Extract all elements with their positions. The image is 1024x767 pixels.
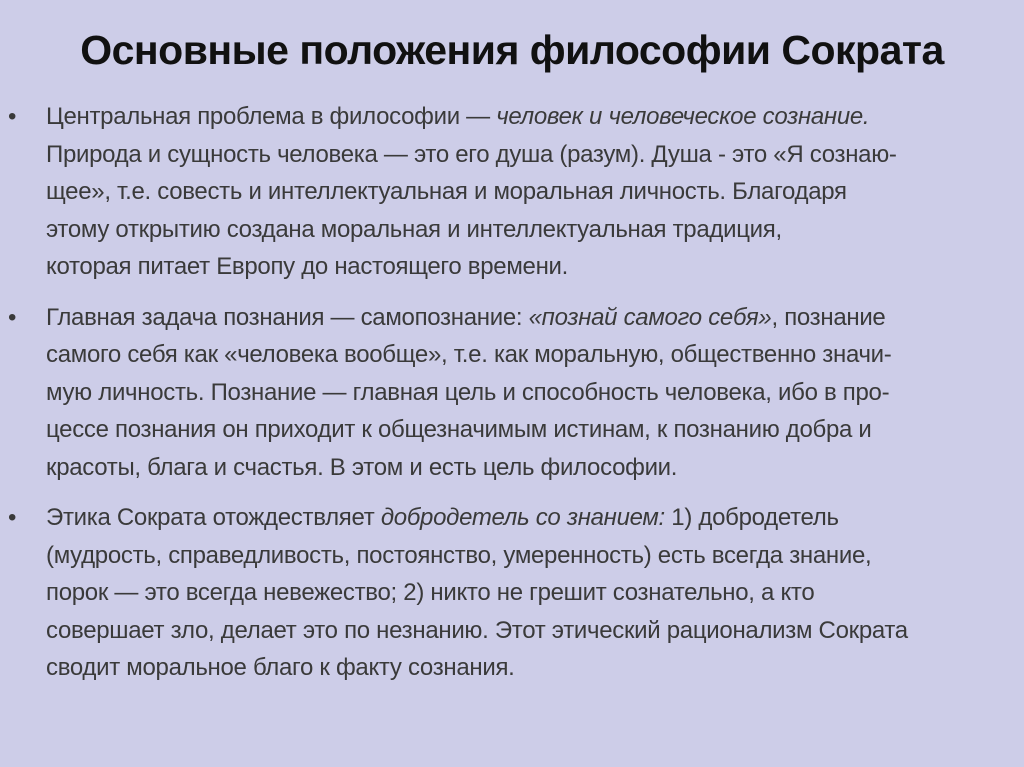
text-line bbox=[46, 299, 994, 337]
bullet-list bbox=[0, 98, 1024, 700]
bullet-item bbox=[0, 299, 1024, 487]
text-line: сводит моральное благо к факту сознания. bbox=[46, 654, 515, 681]
text-line: красоты, блага и счастья. В этом и есть цель философии. bbox=[46, 453, 678, 481]
text-line: совершает зло, делает это по незнанию. Этот этический рационализм Сократа bbox=[46, 616, 908, 644]
emphasis-text: человек и человеческое сознание. bbox=[496, 103, 870, 130]
bullet-dot-icon: • bbox=[8, 103, 17, 130]
text-run: Центральная проблема в философии — bbox=[46, 103, 497, 130]
text-line: этому открытию создана моральная и интеллектуальная традиция, bbox=[46, 215, 782, 243]
emphasis-text: «познай самого себя» bbox=[528, 303, 772, 331]
text-line: порок — это всегда невежество; 2) никто не грешит сознательно, а кто bbox=[46, 579, 815, 606]
text-line: цессе познания он приходит к общезначимым истинам, к познанию добра и bbox=[46, 416, 872, 443]
text-line bbox=[46, 98, 994, 136]
text-run: Главная задача познания — самопознание: bbox=[46, 303, 529, 331]
text-run: Этика Сократа отождествляет bbox=[46, 504, 381, 531]
text-line: (мудрость, справедливость, постоянство, умеренность) есть всегда знание, bbox=[46, 541, 872, 569]
bullet-item bbox=[0, 499, 1024, 687]
text-line: Природа и сущность человека — это его душа (разум). Душа - это «Я сознаю- bbox=[46, 140, 897, 168]
bullet-item bbox=[0, 98, 1024, 286]
text-line bbox=[46, 499, 994, 537]
slide-title: Основные положения философии Сократа bbox=[80, 27, 944, 73]
text-line: которая питает Европу до настоящего времени. bbox=[46, 253, 568, 280]
text-line: мую личность. Познание — главная цель и способность человека, ибо в про- bbox=[46, 378, 890, 406]
emphasis-text: добродетель со знанием: bbox=[380, 504, 665, 531]
text-line: щее», т.е. совесть и интеллектуальная и моральная личность. Благодаря bbox=[46, 178, 847, 205]
bullet-dot-icon: • bbox=[8, 303, 17, 331]
text-line: самого себя как «человека вообще», т.е. как моральную, общественно значи- bbox=[46, 341, 892, 368]
bullet-dot-icon: • bbox=[8, 504, 17, 531]
text-run: , познание bbox=[771, 303, 886, 331]
text-run: 1) добродетель bbox=[664, 504, 839, 531]
